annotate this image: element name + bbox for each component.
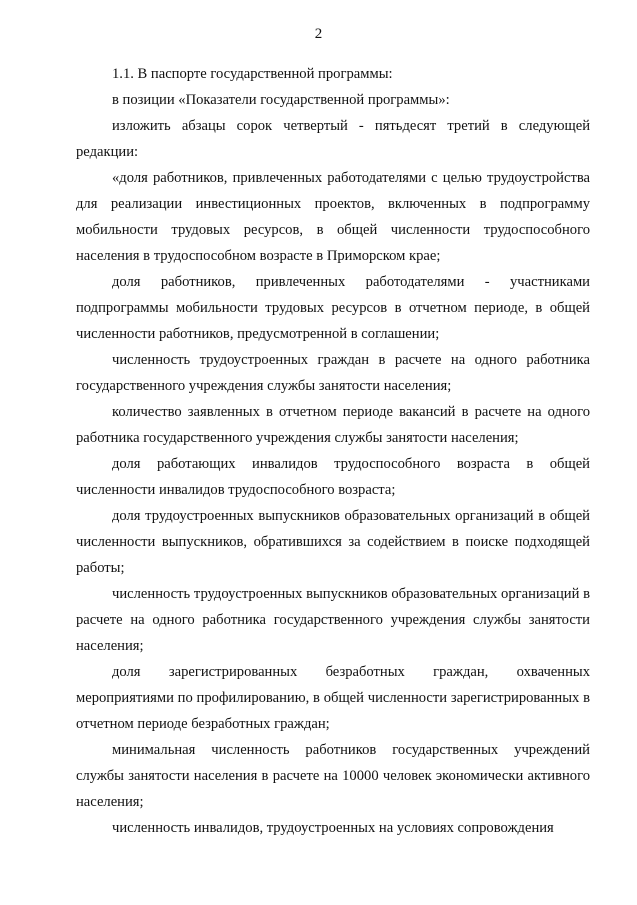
paragraph-indicator-working-disabled: доля работающих инвалидов трудоспособного возраста в общей численности инвалидов трудоспособного возраста; (76, 456, 590, 498)
paragraph-indicator-graduates-per-worker: численность трудоустроенных выпускников образовательных организаций в расчете на одного работника государственного учреждения службы занятости населения; (76, 586, 590, 654)
paragraph-indicator-profiling: доля зарегистрированных безработных граждан, охваченных мероприятиями по профилированию, в общей численности зарегистрированных в отчетном периоде безработных граждан; (76, 664, 590, 732)
paragraph-amend-instruction: изложить абзацы сорок четвертый - пятьдесят третий в следующей редакции: (76, 118, 590, 160)
paragraph-indicator-minimum-staff: минимальная численность работников государственных учреждений службы занятости населения в расчете на 10000 человек экономически активного населения; (76, 742, 590, 810)
paragraph-indicator-investment-workers: «доля работников, привлеченных работодателями с целью трудоустройства для реализации инвестиционных проектов, включенных в подпрограмму мобильности трудовых ресурсов, в общей численности трудоспособного населения в трудоспособном возрасте в Приморском крае; (76, 170, 590, 264)
paragraph-indicator-employed-per-worker: численность трудоустроенных граждан в расчете на одного работника государственного учреждения службы занятости населения; (76, 352, 590, 394)
page-number: 2 (314, 26, 323, 42)
paragraph-indicator-mobility-workers: доля работников, привлеченных работодателями - участниками подпрограммы мобильности трудовых ресурсов в отчетном периоде, в общей численности работников, предусмотренной в соглашении; (76, 274, 590, 342)
paragraph-passport-intro: 1.1. В паспорте государственной программы: (112, 66, 393, 82)
paragraph-position-indicators: в позиции «Показатели государственной программы»: (112, 92, 450, 108)
document-body (76, 61, 590, 841)
paragraph-indicator-employed-graduates: доля трудоустроенных выпускников образовательных организаций в общей численности выпускников, обратившихся за содействием в поиске подходящей работы; (76, 508, 590, 576)
paragraph-indicator-disabled-support: численность инвалидов, трудоустроенных на условиях сопровождения (112, 820, 554, 836)
paragraph-indicator-vacancies-per-worker: количество заявленных в отчетном периоде вакансий в расчете на одного работника государственного учреждения службы занятости населения; (76, 404, 590, 446)
